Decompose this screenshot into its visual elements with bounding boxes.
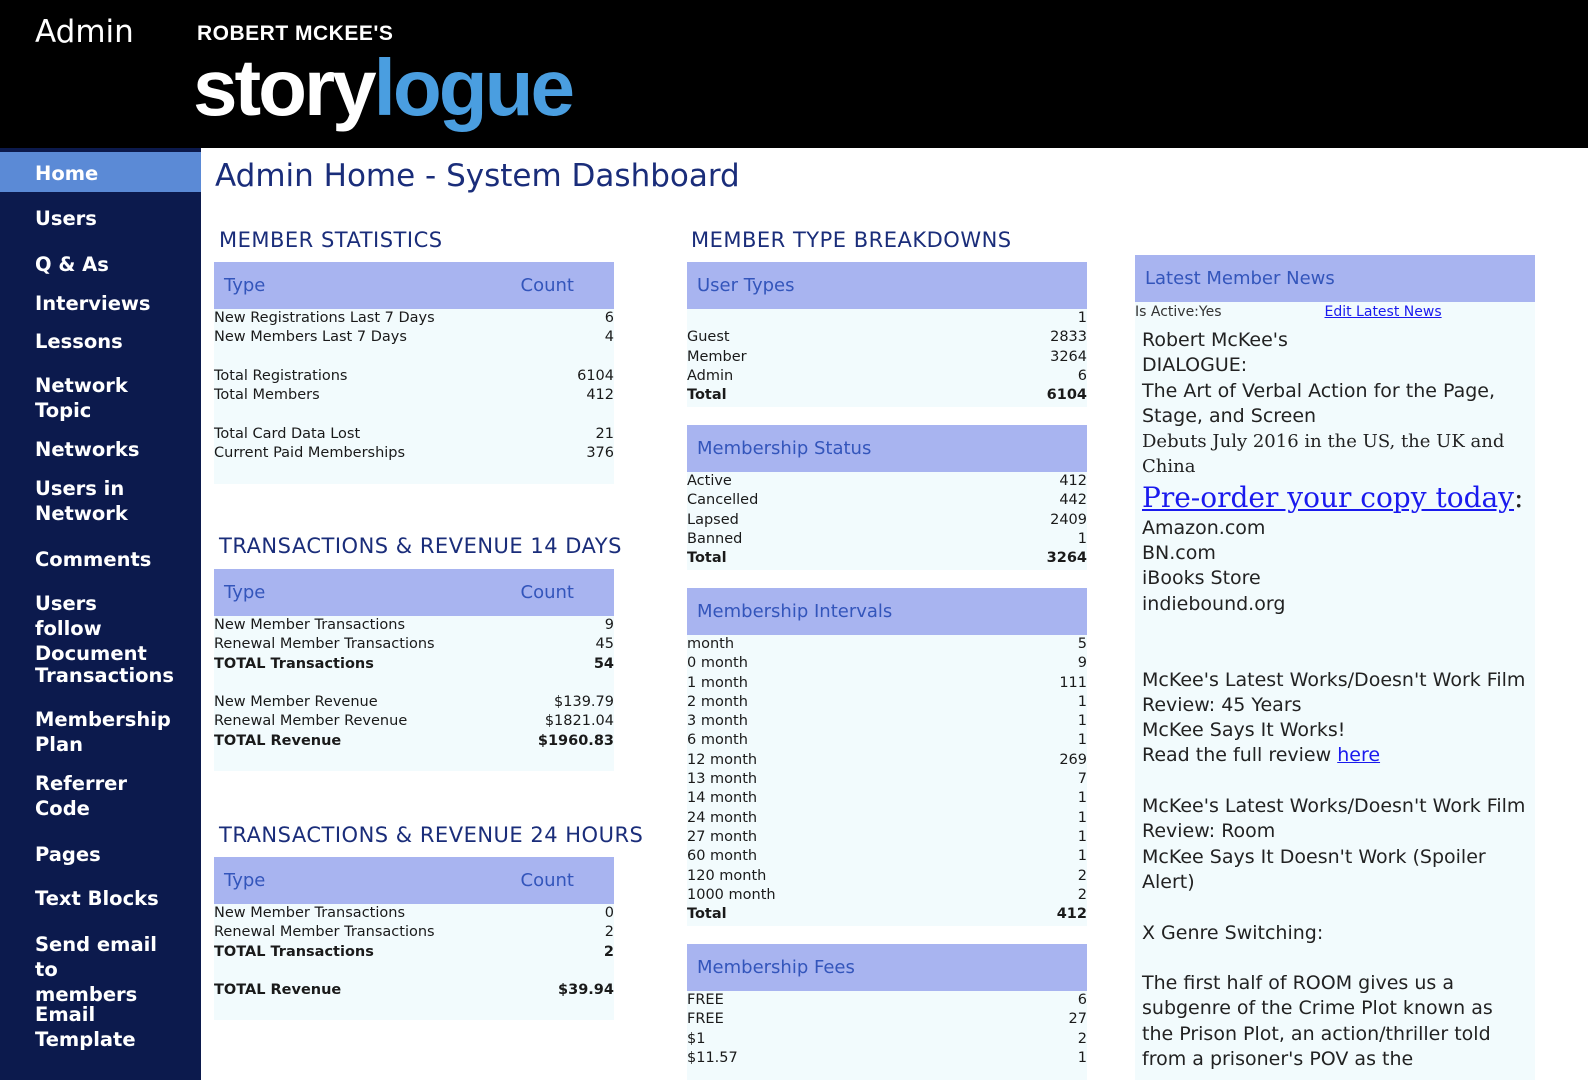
table-row (687, 867, 1087, 886)
row-value: 3264 (1050, 348, 1087, 365)
row-label: New Member Transactions (214, 905, 405, 921)
row-value: 6104 (1046, 387, 1087, 404)
row-value: 442 (1059, 492, 1087, 509)
row-label: 0 month (687, 655, 748, 672)
row-label: Total Card Data Lost (214, 425, 361, 442)
col-count: Count (520, 870, 574, 891)
sidebar-nav (0, 148, 201, 1080)
row-value: 21 (595, 425, 614, 442)
table-row (687, 751, 1087, 770)
review-prefix: Read the full review (1142, 744, 1338, 767)
row-value: 4 (604, 329, 614, 346)
row-value: 1 (1077, 828, 1087, 845)
table-row (214, 616, 614, 635)
table-row (687, 472, 1087, 491)
page-title: Admin Home - System Dashboard (215, 158, 740, 194)
table-row (687, 886, 1087, 905)
row-label: 6 month (687, 732, 748, 749)
row-value: 6 (604, 310, 614, 326)
row-value: 1 (1077, 310, 1087, 326)
table-row (214, 386, 614, 405)
row-label: 60 month (687, 848, 758, 865)
row-value: 412 (586, 387, 614, 404)
news-line: McKee Says It Doesn't Work (Spoiler Alert) (1142, 845, 1486, 893)
table-row (687, 712, 1087, 731)
row-label: Member (687, 348, 747, 365)
row-label: Total (687, 387, 727, 404)
row-value: 9 (1077, 655, 1087, 672)
row-value: 1 (1077, 530, 1087, 547)
table-row (214, 444, 614, 463)
row-value: 1 (1077, 848, 1087, 865)
row-value: 269 (1059, 751, 1087, 768)
row-label: Active (687, 473, 732, 489)
row-value: 1 (1077, 1049, 1087, 1066)
row-label: $1 (687, 1030, 706, 1047)
news-meta (1135, 302, 1535, 322)
news-line: McKee Says It Works! (1142, 719, 1346, 742)
row-label: Guest (687, 329, 730, 346)
table-header: User Types (687, 262, 1087, 309)
table-row (687, 530, 1087, 549)
table-row (687, 731, 1087, 750)
sidebar-item-networks[interactable]: Networks (35, 438, 140, 461)
store-bn: BN.com (1142, 542, 1216, 565)
row-label: Renewal Member Transactions (214, 924, 435, 941)
row-value: 6 (1077, 992, 1087, 1008)
row-value: 6104 (577, 367, 614, 384)
row-value: 2409 (1050, 511, 1087, 528)
table-row (687, 991, 1087, 1010)
sidebar-item-text-blocks[interactable]: Text Blocks (35, 887, 159, 910)
news-line: McKee's Latest Works/Doesn't Work Film Review: 45 Years (1142, 668, 1526, 716)
row-label: 1 month (687, 674, 748, 691)
col-type: Type (224, 582, 266, 603)
membership-fees-table (687, 944, 1087, 1080)
row-value: $139.79 (554, 694, 614, 711)
row-label: TOTAL Transactions (214, 655, 374, 672)
sidebar-item-interviews[interactable]: Interviews (35, 292, 151, 315)
table-row (687, 789, 1087, 808)
is-active-status: Is Active:Yes (1135, 304, 1222, 320)
table-row (214, 425, 614, 444)
trans-14-title: TRANSACTIONS & REVENUE 14 DAYS (219, 534, 622, 558)
col-type: Type (224, 870, 266, 891)
row-label: TOTAL Revenue (214, 732, 342, 749)
table-row (687, 1030, 1087, 1049)
row-value: 3264 (1046, 550, 1087, 567)
row-label: New Member Transactions (214, 617, 405, 633)
row-value: 2 (604, 924, 614, 941)
row-value: 1 (1077, 809, 1087, 826)
table-row (687, 511, 1087, 530)
sidebar-item-membership-plan[interactable]: Membership Plan (35, 708, 171, 756)
row-value: $1960.83 (537, 732, 614, 749)
row-value: 376 (586, 445, 614, 462)
news-line: Robert McKee's (1142, 329, 1288, 351)
row-value: 0 (604, 905, 614, 921)
table-row (687, 491, 1087, 510)
table-row (687, 328, 1087, 347)
row-label: 27 month (687, 828, 758, 845)
table-header: Membership Intervals (687, 588, 1087, 635)
row-label: Total Registrations (214, 367, 348, 384)
table-row (687, 635, 1087, 654)
row-label: 2 month (687, 693, 748, 710)
news-line: McKee's Latest Works/Doesn't Work Film Review: Room (1142, 795, 1526, 843)
table-row (214, 693, 614, 712)
table-row (214, 923, 614, 942)
sidebar-item-qas[interactable]: Q & As (35, 253, 109, 276)
table-row (214, 732, 614, 751)
breakdowns-title: MEMBER TYPE BREAKDOWNS (691, 228, 1012, 252)
sidebar-item-comments[interactable]: Comments (35, 548, 152, 571)
news-line: DIALOGUE: (1142, 354, 1248, 377)
col-count: Count (520, 275, 574, 296)
sidebar-item-users-in-network[interactable]: Users in Network (35, 477, 128, 525)
row-label: FREE (687, 1011, 724, 1028)
trans-24-table (214, 857, 614, 1020)
sidebar-item-users-follow-document[interactable]: Users follow Document (35, 592, 147, 665)
row-label: Total (687, 550, 727, 567)
table-row (214, 655, 614, 674)
sidebar-item-send-email[interactable]: Send email to members (35, 933, 157, 1006)
table-header (214, 857, 614, 904)
table-row (687, 348, 1087, 367)
table-row (687, 1049, 1087, 1068)
row-label: 13 month (687, 771, 758, 788)
table-row (687, 847, 1087, 866)
table-row (214, 981, 614, 1000)
table-row (687, 674, 1087, 693)
row-label: New Member Revenue (214, 694, 378, 711)
sidebar-item-pages[interactable]: Pages (35, 843, 101, 866)
latest-news-panel (1135, 255, 1535, 1080)
row-label: Lapsed (687, 511, 739, 528)
table-row (214, 712, 614, 731)
table-row (214, 904, 614, 923)
trans-24-title: TRANSACTIONS & REVENUE 24 HOURS (219, 823, 644, 847)
table-row (214, 635, 614, 654)
table-row (214, 367, 614, 386)
row-label: Total (687, 906, 727, 923)
row-value: $39.94 (558, 982, 614, 999)
table-header: Membership Fees (687, 944, 1087, 991)
row-value: 2 (1077, 886, 1087, 903)
trans-14-table (214, 569, 614, 771)
row-label: $11.57 (687, 1049, 738, 1066)
table-header: Membership Status (687, 425, 1087, 472)
row-value: 111 (1059, 674, 1087, 691)
table-row (214, 309, 614, 328)
storylogue-logo[interactable] (193, 38, 572, 138)
news-line: The first half of ROOM gives us a subgenre of the Crime Plot known as the Prison Plot, an action/thriller told from a prisoner's POV as the (1142, 972, 1493, 1071)
row-value: 1 (1077, 693, 1087, 710)
row-value: 412 (1056, 906, 1087, 923)
news-line (1142, 743, 1528, 768)
preorder-colon: : (1514, 480, 1524, 514)
row-value: 412 (1059, 473, 1087, 489)
store-ibooks: iBooks Store (1142, 567, 1261, 590)
row-label: Admin (687, 367, 734, 384)
col-count: Count (520, 582, 574, 603)
read-review-link[interactable]: here (1337, 744, 1381, 767)
membership-status-table (687, 425, 1087, 570)
news-line: X Genre Switching: (1142, 921, 1324, 944)
row-label: 24 month (687, 809, 758, 826)
row-label: Total Members (214, 387, 320, 404)
sidebar-item-home[interactable]: Home (0, 152, 201, 192)
store-amazon: Amazon.com (1142, 516, 1266, 539)
sidebar-item-referrer-code[interactable]: Referrer Code (35, 772, 128, 820)
membership-intervals-table (687, 588, 1087, 926)
row-label: FREE (687, 992, 724, 1008)
row-value: 6 (1077, 367, 1087, 384)
row-label: 14 month (687, 790, 758, 807)
row-value: 27 (1068, 1011, 1087, 1028)
member-statistics-title: MEMBER STATISTICS (219, 228, 443, 252)
row-label: 120 month (687, 867, 767, 884)
table-row (687, 693, 1087, 712)
row-value: 9 (604, 617, 614, 633)
table-header (214, 569, 614, 616)
row-value: 2 (1077, 1030, 1087, 1047)
member-statistics-table (214, 262, 614, 484)
table-row (687, 1010, 1087, 1029)
row-label: New Registrations Last 7 Days (214, 310, 435, 326)
admin-label: Admin (35, 14, 134, 50)
news-header: Latest Member News (1135, 255, 1535, 302)
table-row (687, 386, 1087, 405)
header (0, 0, 1588, 148)
logo-part-logue: logue (373, 43, 572, 132)
row-label: 3 month (687, 713, 748, 730)
row-value: 5 (1077, 636, 1087, 652)
table-row (687, 654, 1087, 673)
row-label: 12 month (687, 751, 758, 768)
row-label: Current Paid Memberships (214, 445, 406, 462)
sidebar-item-email-template[interactable]: Email Template (35, 1003, 136, 1051)
logo-part-story: story (193, 43, 374, 132)
edit-latest-news-link[interactable]: Edit Latest News (1324, 304, 1442, 320)
sidebar-item-transactions[interactable]: Transactions (35, 664, 175, 687)
row-value: 54 (593, 655, 614, 672)
news-line: The Art of Verbal Action for the Page, Stage, and Screen (1142, 379, 1496, 427)
table-row (687, 828, 1087, 847)
col-type: Type (224, 275, 266, 296)
table-header (214, 262, 614, 309)
store-indiebound: indiebound.org (1142, 592, 1286, 615)
sidebar-item-users[interactable]: Users (35, 207, 97, 230)
sidebar-item-lessons[interactable]: Lessons (35, 330, 123, 353)
row-label: TOTAL Transactions (214, 943, 374, 960)
table-row (687, 549, 1087, 568)
table-row (687, 367, 1087, 386)
news-body (1135, 322, 1535, 1072)
row-label: month (687, 636, 735, 652)
table-row (214, 943, 614, 962)
row-label: Cancelled (687, 492, 759, 509)
row-label: Renewal Member Transactions (214, 636, 435, 653)
news-line: Debuts July 2016 in the US, the UK and China (1142, 431, 1505, 478)
row-label: Banned (687, 530, 743, 547)
row-value: 7 (1077, 771, 1087, 788)
row-label: Renewal Member Revenue (214, 713, 408, 730)
row-value: 45 (595, 636, 614, 653)
row-label: TOTAL Revenue (214, 982, 342, 999)
table-row (687, 809, 1087, 828)
table-row (687, 770, 1087, 789)
row-value: 1 (1077, 790, 1087, 807)
row-value: $1821.04 (544, 713, 614, 730)
table-row (687, 905, 1087, 924)
sidebar-item-network-topic[interactable]: Network Topic (35, 374, 128, 422)
user-types-table (687, 262, 1087, 407)
row-value: 2833 (1050, 329, 1087, 346)
row-label: New Members Last 7 Days (214, 329, 407, 346)
row-value: 2 (1077, 867, 1087, 884)
row-value: 1 (1077, 713, 1087, 730)
row-label: 1000 month (687, 886, 776, 903)
preorder-link[interactable]: Pre-order your copy today (1142, 480, 1514, 514)
brand-byline: ROBERT MCKEE'S (197, 22, 394, 45)
row-value: 1 (1077, 732, 1087, 749)
row-value: 2 (603, 943, 614, 960)
table-row (687, 309, 1087, 328)
table-row (214, 328, 614, 347)
